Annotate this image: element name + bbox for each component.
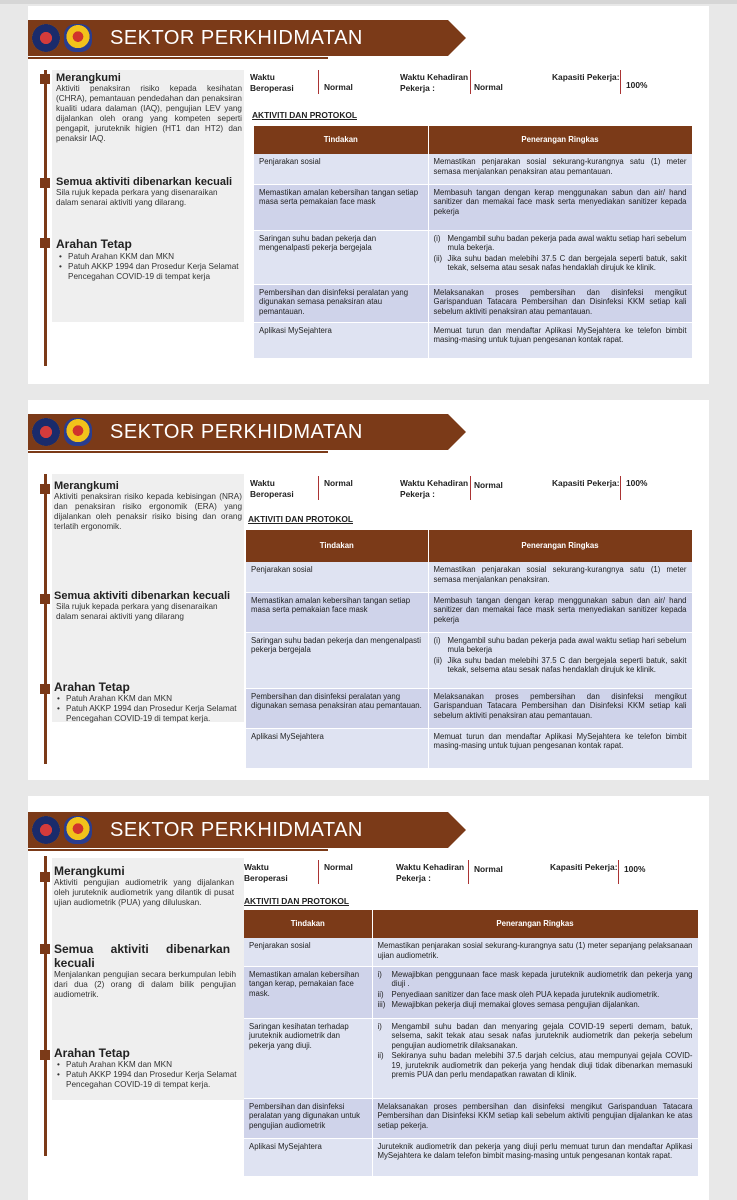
- tindakan-cell: Penjarakan sosial: [254, 154, 428, 184]
- header-title: SEKTOR PERKHIDMATAN: [110, 421, 363, 443]
- tindakan-cell: Aplikasi MySejahtera: [244, 1138, 372, 1176]
- divider: [620, 476, 621, 500]
- penerangan-cell: Memastikan penjarakan sosial sekurang-kurangnya satu (1) meter sepanjang pelaksanaan ujian audiometrik.: [372, 938, 698, 966]
- table-row: [246, 632, 692, 688]
- table-row: [246, 562, 692, 592]
- tindakan-cell: Memastikan amalan kebersihan tangan kerap, pemakaian face mask.: [244, 966, 372, 1018]
- col-tindakan: Tindakan: [246, 530, 428, 562]
- kehadiran-label: Waktu Kehadiran Pekerja :: [400, 478, 469, 499]
- col-tindakan: Tindakan: [254, 126, 428, 154]
- table-row: [246, 688, 692, 728]
- waktu-value: Normal: [324, 82, 353, 92]
- jkkp-logo-icon: [32, 418, 60, 446]
- semua-heading: Semua aktiviti dibenarkan kecuali: [54, 942, 231, 970]
- timeline-line: [44, 474, 47, 764]
- table-row: [244, 1018, 698, 1098]
- tindakan-cell: Memastikan amalan kebersihan tangan setiap masa serta pemakaian face mask: [246, 592, 428, 632]
- bottom-strip: [28, 1184, 709, 1200]
- penerangan-cell: Memuat turun dan mendaftar Aplikasi MySejahtera ke telefon bimbit masing-masing untuk tujuan pengesanan kontak rapat.: [428, 322, 692, 358]
- jkkp-logo-icon: [32, 816, 60, 844]
- timeline-marker: [40, 238, 50, 248]
- timeline-marker: [40, 1050, 50, 1060]
- kapasiti-value: 100%: [626, 478, 648, 488]
- arahan-item: • Patuh AKKP 1994 dan Prosedur Kerja Selamat Pencegahan COVID-19 di tempat kerja: [56, 262, 242, 282]
- waktu-label: Waktu Beroperasi: [250, 478, 294, 499]
- arahan-item: • Patuh AKKP 1994 dan Prosedur Kerja Selamat Pencegahan COVID-19 di tempat kerja.: [54, 1070, 238, 1090]
- arahan-list: [56, 252, 242, 282]
- protocol-table: [244, 910, 699, 1177]
- waktu-value: Normal: [324, 862, 353, 872]
- semua-text: Menjalankan pengujian secara berkumpulan lebih dari dua (2) orang di dalam bilik pengujian audiometrik.: [54, 970, 236, 999]
- protocol-title: AKTIVITI DAN PROTOKOL: [244, 896, 349, 906]
- kehadiran-value: Normal: [474, 82, 503, 92]
- tindakan-cell: Saringan suhu badan pekerja dan mengenalpasti pekerja bergejala: [246, 632, 428, 688]
- arahan-heading: Arahan Tetap: [54, 1046, 130, 1060]
- divider: [318, 476, 319, 500]
- table-row: [254, 184, 692, 230]
- arahan-heading: Arahan Tetap: [54, 680, 130, 694]
- penerangan-cell: Memuat turun dan mendaftar Aplikasi MySejahtera ke telefon bimbit masing-masing untuk tujuan pengesanan kontak rapat.: [428, 728, 692, 768]
- penerangan-cell: [372, 1018, 698, 1098]
- kehadiran-value: Normal: [474, 864, 503, 874]
- kapasiti-value: 100%: [624, 864, 646, 874]
- merangkumi-text: Aktiviti penaksiran risiko kepada kebisingan (NRA) dan penaksiran risiko ergonomik (ERA) yang dijalankan oleh penaksir risiko bising dan orang terlatih ergonomik.: [54, 492, 242, 531]
- tindakan-cell: Memastikan amalan kebersihan tangan setiap masa serta pemakaian face mask: [254, 184, 428, 230]
- arahan-item: • Patuh AKKP 1994 dan Prosedur Kerja Selamat Pencegahan COVID-19 di tempat kerja.: [54, 704, 244, 724]
- penerangan-cell: [428, 230, 692, 284]
- penerangan-cell: Juruteknik audiometrik dan pekerja yang diuji perlu memuat turun dan mendaftar Aplikasi MySejahtera ke dalam telefon bimbit masing-masing untuk pengesanan kontak rapat.: [372, 1138, 698, 1176]
- timeline-line: [44, 856, 47, 1156]
- coat-of-arms-icon: [64, 24, 92, 52]
- table-row: [246, 592, 692, 632]
- list-item: i) Mengambil suhu badan dan menyaring gejala COVID-19 seperti demam, batuk, selsema, sakit tekak atau sesak nafas juruteknik audiometrik dan pekerja sebelum pengujian audiometrik dilaksanakan.: [377, 1021, 693, 1050]
- table-row: [254, 154, 692, 184]
- divider: [618, 860, 619, 884]
- penerangan-cell: Membasuh tangan dengan kerap menggunakan sabun dan air/ hand sanitizer dan memakai face mask serta menyediakan sanitizer kepada pekerja: [428, 592, 692, 632]
- kehadiran-value: Normal: [474, 480, 503, 490]
- protocol-table: [254, 126, 693, 359]
- slide-3: [28, 796, 709, 1184]
- table-row: [254, 284, 692, 322]
- tindakan-cell: Aplikasi MySejahtera: [254, 322, 428, 358]
- table-row: [254, 322, 692, 358]
- penerangan-cell: Melaksanakan proses pembersihan dan disinfeksi mengikut Garispanduan Tatacara Pembersihan dan Disinfeksi KKM setiap kali sebelum aktiviti pengujian dijalankan ke atas setiap pekerja.: [372, 1098, 698, 1138]
- list-item: iii) Mewajibkan pekerja diuji memakai gloves semasa pengujian dijalankan.: [377, 1000, 640, 1010]
- penerangan-cell: [428, 632, 692, 688]
- timeline-marker: [40, 594, 50, 604]
- merangkumi-heading: Merangkumi: [54, 480, 119, 492]
- header-underline: [28, 451, 328, 453]
- divider: [470, 476, 471, 500]
- waktu-label: Waktu Beroperasi: [250, 72, 294, 93]
- tindakan-cell: Pembersihan dan disinfeksi peralatan yang digunakan semasa penaksiran atau pemantauan.: [254, 284, 428, 322]
- timeline-marker: [40, 944, 50, 954]
- merangkumi-heading: Merangkumi: [56, 72, 121, 84]
- protocol-table: [246, 530, 693, 769]
- tindakan-cell: Penjarakan sosial: [244, 938, 372, 966]
- timeline-marker: [40, 684, 50, 694]
- penerangan-cell: Membasuh tangan dengan kerap menggunakan sabun dan air/ hand sanitizer dan memakai face mask serta menyediakan sanitizer kepada pekerja: [428, 184, 692, 230]
- semua-heading: Semua aktiviti dibenarkan kecuali: [56, 176, 233, 188]
- table-row: [254, 230, 692, 284]
- kapasiti-label: Kapasiti Pekerja:: [552, 72, 620, 82]
- protocol-title: AKTIVITI DAN PROTOKOL: [252, 110, 357, 120]
- table-row: [244, 1138, 698, 1176]
- list-item: ii) Penyediaan sanitizer dan face mask oleh PUA kepada juruteknik audiometrik.: [377, 989, 660, 999]
- table-row: [246, 728, 692, 768]
- penerangan-cell: [372, 966, 698, 1018]
- top-strip: [0, 0, 737, 4]
- penerangan-cell: Melaksanakan proses pembersihan dan disinfeksi mengikut Garispanduan Tatacara Pembersihan dan Disinfeksi KKM setiap kali sebelum aktiviti penaksiran atau pemantauan.: [428, 284, 692, 322]
- semua-text: Sila rujuk kepada perkara yang disenaraikan dalam senarai aktiviti yang dilarang.: [56, 188, 218, 207]
- tindakan-cell: Penjarakan sosial: [246, 562, 428, 592]
- merangkumi-text: Aktiviti pengujian audiometrik yang dijalankan oleh juruteknik audiometrik yang dilantik di pusat ujian audiometrik (PUA) yang diluluskan.: [54, 878, 234, 907]
- list-item: (ii) Jika suhu badan melebihi 37.5 C dan bergejala seperti batuk, sakit tekak, selsema atau sesak nafas hendaklah dirujuk ke klinik.: [433, 655, 687, 675]
- table-row: [244, 966, 698, 1018]
- jkkp-logo-icon: [32, 24, 60, 52]
- merangkumi-text: Aktiviti penaksiran risiko kepada kesihatan (CHRA), pemantauan pendedahan dan penaksiran kualiti udara dalaman (IAQ), pengujian LEV yang dijalankan oleh orang yang kompeten seperti pengapit, juruteknik higien (HT1 dan HT2) dan penaksir IAQ.: [56, 84, 242, 143]
- timeline-marker: [40, 872, 50, 882]
- col-penerangan: Penerangan Ringkas: [372, 910, 698, 938]
- penerangan-cell: Melaksanakan proses pembersihan dan disinfeksi mengikut Garispanduan Tatacara Pembersihan dan Disinfeksi KKM setiap kali sebelum aktiviti penaksiran atau pemantauan.: [428, 688, 692, 728]
- timeline-line: [44, 70, 47, 366]
- arahan-item: • Patuh Arahan KKM dan MKN: [54, 1060, 238, 1070]
- waktu-value: Normal: [324, 478, 353, 488]
- list-item: (ii) Jika suhu badan melebihi 37.5 C dan bergejala seperti batuk, sakit tekak, selsema atau sesak nafas hendaklah dirujuk ke klinik.: [433, 253, 687, 273]
- divider: [470, 70, 471, 94]
- header-underline: [28, 57, 328, 59]
- kehadiran-label: Waktu Kehadiran Pekerja :: [396, 862, 465, 883]
- penerangan-cell: Memastikan penjarakan sosial sekurang-kurangnya satu (1) meter semasa menjalankan penaksiran atau pemantauan.: [428, 154, 692, 184]
- tindakan-cell: Pembersihan dan disinfeksi peralatan yang digunakan untuk pengujian audiometrik: [244, 1098, 372, 1138]
- timeline-marker: [40, 178, 50, 188]
- table-header-row: [244, 910, 698, 938]
- timeline-marker: [40, 74, 50, 84]
- slide-1: [28, 6, 709, 384]
- penerangan-cell: Memastikan penjarakan sosial sekurang-kurangnya satu (1) meter semasa menjalankan penaksiran.: [428, 562, 692, 592]
- header-underline: [28, 849, 328, 851]
- tindakan-cell: Aplikasi MySejahtera: [246, 728, 428, 768]
- list-item: ii) Sekiranya suhu badan melebihi 37.5 darjah celcius, atau mempunyai gejala COVID-19, juruteknik audiometrik dan pekerja yang hendak diuji tidak dibenarkan memasuki premis PUA dan perlu mendapatkan rawatan di klinik.: [377, 1051, 693, 1080]
- header-title: SEKTOR PERKHIDMATAN: [110, 27, 363, 49]
- waktu-label: Waktu Beroperasi: [244, 862, 288, 883]
- col-penerangan: Penerangan Ringkas: [428, 530, 692, 562]
- semua-text: Sila rujuk kepada perkara yang disenaraikan dalam senarai aktiviti yang dilarang: [56, 602, 218, 621]
- arahan-heading: Arahan Tetap: [56, 237, 132, 251]
- list-item: (i) Mengambil suhu badan pekerja pada awal waktu setiap hari sebelum mula bekerja: [433, 635, 687, 655]
- arahan-list: [54, 1060, 238, 1090]
- timeline-marker: [40, 484, 50, 494]
- kehadiran-label: Waktu Kehadiran Pekerja :: [400, 72, 469, 93]
- slide-2: [28, 400, 709, 780]
- arahan-item: • Patuh Arahan KKM dan MKN: [56, 252, 242, 262]
- divider: [318, 860, 319, 884]
- col-penerangan: Penerangan Ringkas: [428, 126, 692, 154]
- tindakan-cell: Saringan kesihatan terhadap juruteknik audiometrik dan pekerja yang diuji.: [244, 1018, 372, 1098]
- protocol-title: AKTIVITI DAN PROTOKOL: [248, 514, 353, 524]
- tindakan-cell: Saringan suhu badan pekerja dan mengenalpasti pekerja bergejala: [254, 230, 428, 284]
- kapasiti-value: 100%: [626, 80, 648, 90]
- table-row: [244, 938, 698, 966]
- table-header-row: [254, 126, 692, 154]
- table-row: [244, 1098, 698, 1138]
- kapasiti-label: Kapasiti Pekerja:: [552, 478, 620, 488]
- coat-of-arms-icon: [64, 816, 92, 844]
- table-header-row: [246, 530, 692, 562]
- col-tindakan: Tindakan: [244, 910, 372, 938]
- coat-of-arms-icon: [64, 418, 92, 446]
- kapasiti-label: Kapasiti Pekerja:: [550, 862, 618, 872]
- arahan-list: [54, 694, 244, 724]
- header-title: SEKTOR PERKHIDMATAN: [110, 819, 363, 841]
- list-item: (i) Mengambil suhu badan pekerja pada awal waktu setiap hari sebelum mula bekerja.: [433, 233, 687, 253]
- tindakan-cell: Pembersihan dan disinfeksi peralatan yang digunakan semasa penaksiran atau pemantauan.: [246, 688, 428, 728]
- semua-heading: Semua aktiviti dibenarkan kecuali: [54, 590, 231, 602]
- list-item: i) Mewajibkan penggunaan face mask kepada juruteknik audiometrik dan pekerja yang diuji .: [377, 969, 693, 989]
- divider: [318, 70, 319, 94]
- arahan-item: • Patuh Arahan KKM dan MKN: [54, 694, 244, 704]
- divider: [468, 860, 469, 884]
- merangkumi-heading: Merangkumi: [54, 864, 125, 878]
- divider: [620, 70, 621, 94]
